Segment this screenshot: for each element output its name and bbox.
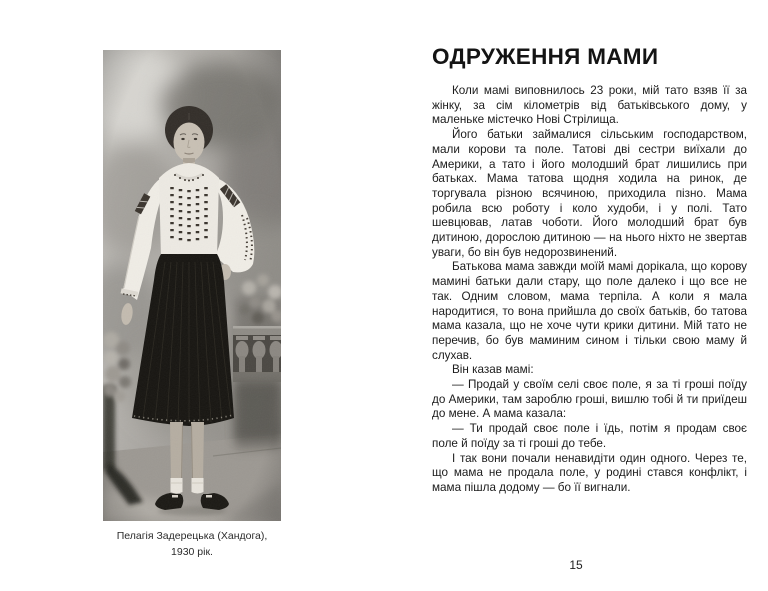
caption-year: 1930 рік. [171, 545, 213, 558]
page-number: 15 [569, 558, 583, 572]
photo-grain [103, 50, 281, 521]
paragraph: Його батьки займалися сільським господарством, мали корови та поле. Татові дві сестри виїхали до Америки, а тато і його молодший брат лишились при батьках. Мама татова щодня ходила на ринок, де торгувала різною всячиною, приходила пізно. Мама робила всю роботу і коло худоби, і у полі. Тато шевцював, латав чоботи. Його молодший брат був дитиною, дорослою дитиною — на нього ніхто не звертав уваги, бо він був недорозвинений. [432, 128, 747, 259]
caption-name: Пелагія Задерецька (Хандога), [116, 530, 268, 542]
paragraph: Він казав мамі: [452, 363, 534, 377]
right-page [384, 0, 768, 591]
text-column [432, 44, 747, 496]
chapter-title: ОДРУЖЕННЯ МАМИ [432, 44, 659, 69]
paragraph: — Продай у своїм селі своє поле, я за ті гроші поїду до Америки, там зароблю гроші, вишлю тобі й ти приїдеш до мене. А мама казала: [432, 378, 747, 421]
paragraph: — Ти продай своє поле і їдь, потім я продам своє поле й поїду за ті гроші до тебе. [432, 422, 747, 450]
paragraph: І так вони почали ненавидіти один одного. Через те, що мама не продала поле, у родині стався конфлікт, і мама пішла додому — бо її вигнали. [432, 451, 747, 494]
portrait-photo-art [103, 50, 281, 521]
paragraph: Коли мамі виповнилось 23 роки, мій тато взяв її за жінку, за сім кілометрів від батьківського дому, у маленьке містечко Нові Стрілища. [432, 84, 747, 127]
portrait-photo [103, 50, 281, 521]
photo-caption [0, 529, 384, 560]
paragraph: Батькова мама завжди моїй мамі дорікала, що корову мамині батьки дали стару, що поле далеко і що все не так. Одним словом, мама терпіла. А коли я мала народитися, то вона прийшла до своїх батьків, бо татова мама казала, що не хоче чути крики дитини. Мій тато не перечив, бо був маминим сином і тільки свою маму й слухав. [432, 260, 747, 362]
